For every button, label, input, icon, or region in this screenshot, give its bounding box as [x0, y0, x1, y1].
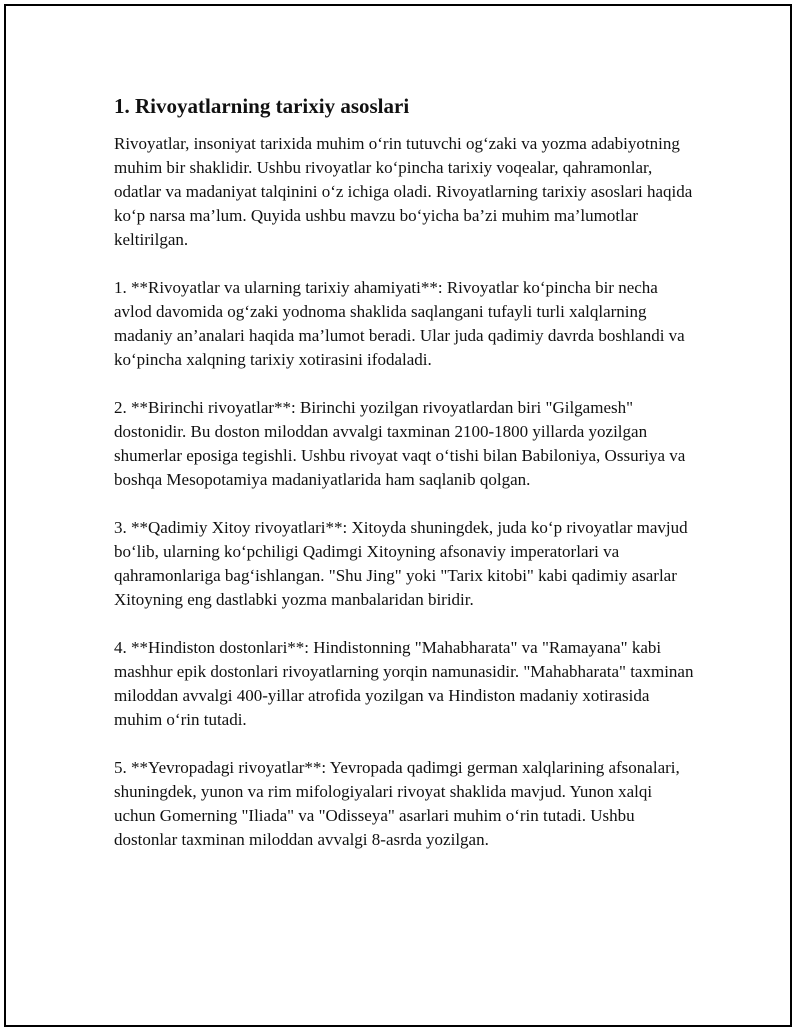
- paragraph-europe-narratives: 5. **Yevropadagi rivoyatlar**: Yevropada qadimgi german xalqlarining afsonalari, shuningdek, yunon va rim mifologiyalari rivoyat shaklida mavjud. Yunon xalqi uchun Gomerning "Iliada" va "Odisseya" asarlari muhim o‘rin tutadi. Ushbu dostonlar taxminan miloddan avvalgi 8-asrda yozilgan.: [114, 758, 680, 849]
- paragraph-ancient-china: 3. **Qadimiy Xitoy rivoyatlari**: Xitoyda shuningdek, juda ko‘p rivoyatlar mavjud bo‘lib, ularning ko‘pchiligi Qadimgi Xitoyning afsonaviy imperatorlari va qahramonlariga bag‘ishlangan. "Shu Jing" yoki "Tarix kitobi" kabi qadimiy asarlar Xitoyning eng dastlabki yozma manbalaridan biridir.: [114, 518, 688, 609]
- section-title: 1. Rivoyatlarning tarixiy asoslari: [114, 94, 410, 118]
- document-body: [114, 92, 694, 852]
- paragraph-historical-significance: 1. **Rivoyatlar va ularning tarixiy ahamiyati**: Rivoyatlar ko‘pincha bir necha avlod davomida og‘zaki yodnoma shaklida saqlangani tufayli turli xalqlarning madaniy an’analari haqida ma’lumot beradi. Ular juda qadimiy davrda boshlandi va ko‘pincha xalqning tarixiy xotirasini ifodaladi.: [114, 278, 685, 369]
- paragraph-first-narratives: 2. **Birinchi rivoyatlar**: Birinchi yozilgan rivoyatlardan biri "Gilgamesh" dostonidir. Bu doston miloddan avvalgi taxminan 2100-1800 yillarda yozilgan shumerlar eposiga tegishli. Ushbu rivoyat vaqt o‘tishi bilan Babiloniya, Ossuriya va boshqa Mesopotamiya madaniyatlarida ham saqlanib qolgan.: [114, 398, 686, 489]
- paragraph-india-epics: 4. **Hindiston dostonlari**: Hindistonning "Mahabharata" va "Ramayana" kabi mashhur epik dostonlari rivoyatlarning yorqin namunasidir. "Mahabharata" taxminan miloddan avvalgi 400-yillar atrofida yozilgan va Hindiston madaniy xotirasida muhim o‘rin tutadi.: [114, 638, 694, 729]
- intro-paragraph: Rivoyatlar, insoniyat tarixida muhim o‘rin tutuvchi og‘zaki va yozma adabiyotning muhim bir shaklidir. Ushbu rivoyatlar ko‘pincha tarixiy voqealar, qahramonlar, odatlar va madaniyat talqinini o‘z ichiga oladi. Rivoyatlarning tarixiy asoslari haqida ko‘p narsa ma’lum. Quyida ushbu mavzu bo‘yicha ba’zi muhim ma’lumotlar keltirilgan.: [114, 134, 693, 249]
